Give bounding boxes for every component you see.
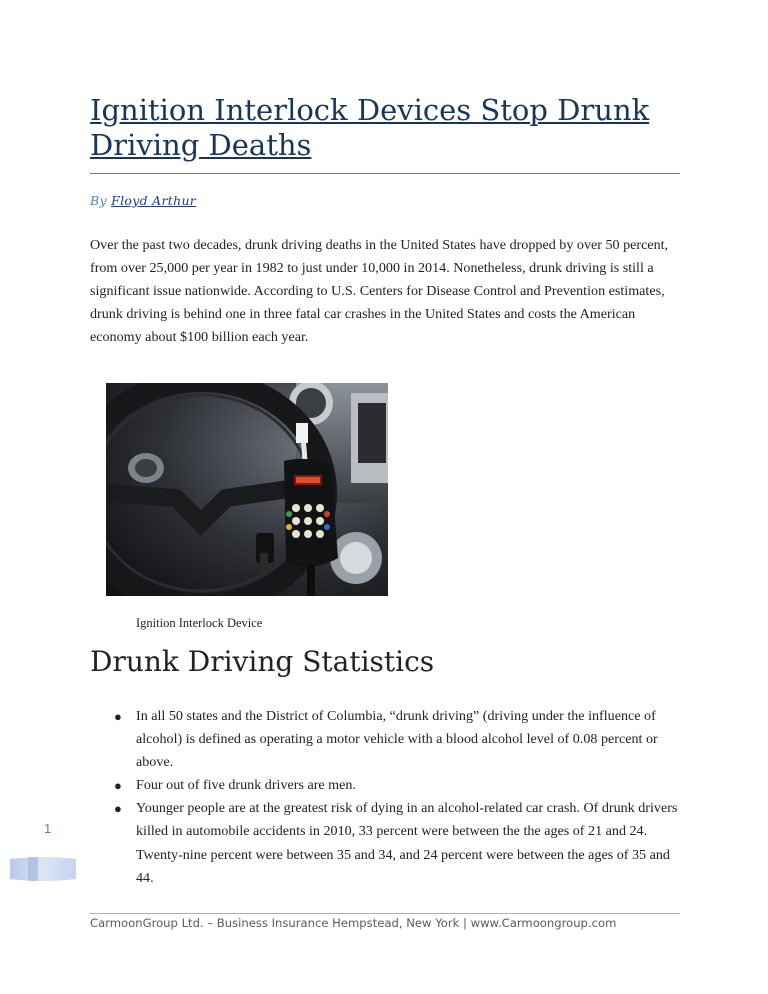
page-tab-decoration (8, 855, 78, 883)
bullet-icon: ● (114, 801, 122, 817)
statistics-heading: Drunk Driving Statistics (90, 645, 435, 678)
footer-divider (90, 913, 680, 914)
list-item-text: In all 50 states and the District of Columbia, “drunk driving” (driving under the influence of alcohol) is defined as operating a motor vehicle with a blood alcohol level of 0.08 percent or above. (136, 708, 658, 771)
intro-paragraph: Over the past two decades, drunk driving deaths in the United States have dropped by over 50 percent, from over 25,000 per year in 1982 to just under 10,000 in 2014. Nonetheless, drunk driving is still a significant issue nationwide. According to U.S. Centers for Disease Control and Prevention estimates, drunk driving is behind one in three fatal car crashes in the United States and costs the American economy about $100 billion each year. (90, 237, 669, 346)
list-item (110, 774, 685, 797)
list-item (110, 797, 685, 889)
list-item-text: Younger people are at the greatest risk of dying in an alcohol-related car crash. Of drunk drivers killed in automobile accidents in 2010, 33 percent were between the the ages of 21 and 24. Twenty-nine percent were between 35 and 34, and 24 percent were between the ages of 35 and 44. (136, 800, 678, 886)
interlock-device-photo (106, 383, 388, 596)
page-number: 1 (44, 821, 52, 836)
title-divider (90, 173, 680, 174)
bullet-icon: ● (114, 778, 122, 794)
article-title: Ignition Interlock Devices Stop Drunk Driving Deaths (90, 93, 650, 162)
list-item-text: Four out of five drunk drivers are men. (136, 777, 356, 794)
author-link[interactable]: Floyd Arthur (111, 193, 197, 208)
bullet-icon: ● (114, 709, 122, 724)
list-item (110, 705, 685, 774)
byline (90, 193, 196, 208)
byline-prefix: By (90, 193, 107, 208)
footer-text: CarmoonGroup Ltd. – Business Insurance Hempstead, New York | www.Carmoongroup.com (90, 916, 617, 930)
statistics-list (110, 705, 685, 890)
image-caption: Ignition Interlock Device (136, 616, 263, 630)
